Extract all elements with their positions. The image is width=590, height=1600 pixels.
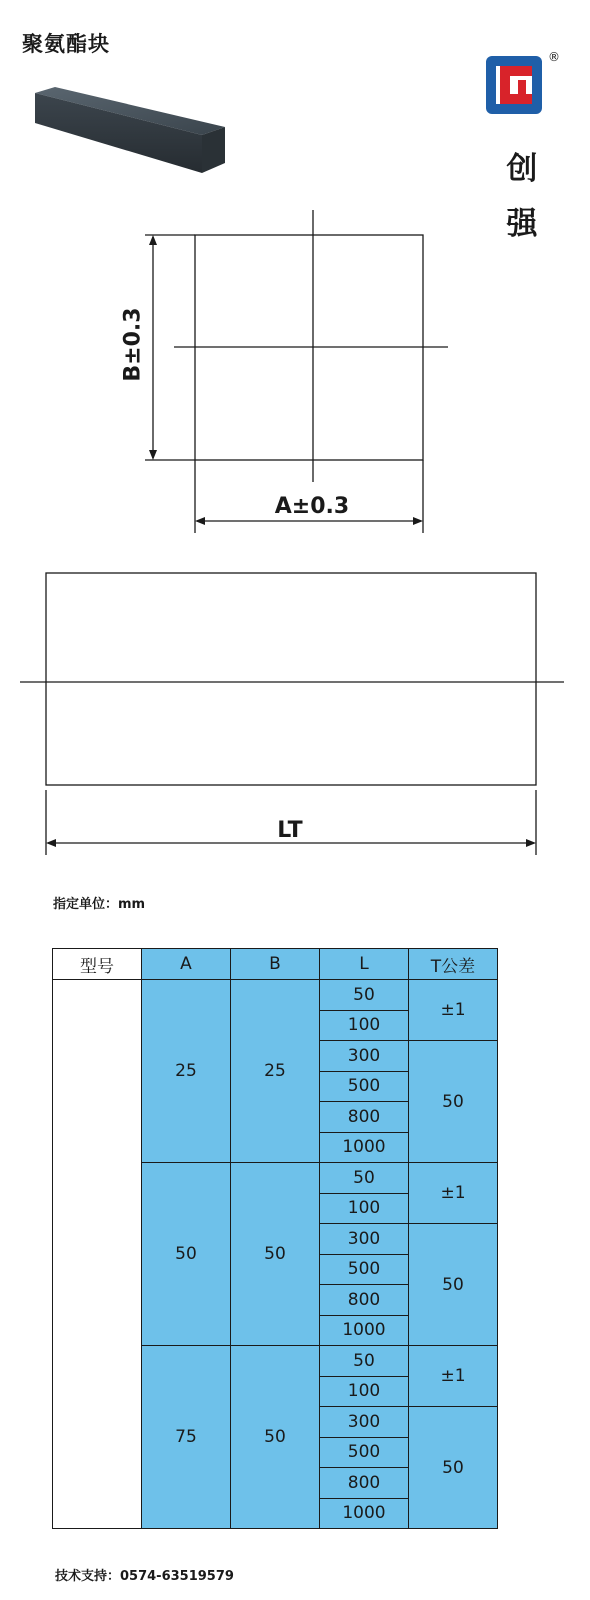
l-cell: 500: [320, 1254, 409, 1285]
l-cell: 1000: [320, 1132, 409, 1163]
l-cell: 1000: [320, 1498, 409, 1529]
brand-char-2: 强: [506, 206, 538, 242]
l-cell: 800: [320, 1285, 409, 1316]
l-cell: 100: [320, 1010, 409, 1041]
model-cell: [53, 980, 142, 1529]
l-cell: 50: [320, 980, 409, 1011]
b-cell: 50: [231, 1346, 320, 1529]
header-l: L: [320, 949, 409, 980]
unit-label: 指定单位：mm: [53, 897, 146, 912]
spec-table: [52, 948, 498, 1529]
l-cell: 300: [320, 1407, 409, 1438]
brand-char-1: 创: [506, 151, 538, 187]
a-cell: 25: [142, 980, 231, 1163]
l-cell: 500: [320, 1437, 409, 1468]
l-cell: 500: [320, 1071, 409, 1102]
header-model: 型号: [53, 949, 142, 980]
t-cell: 50: [409, 1407, 498, 1529]
t-cell: ±1: [409, 1163, 498, 1224]
t-cell: ±1: [409, 980, 498, 1041]
t-cell: 50: [409, 1041, 498, 1163]
b-cell: 50: [231, 1163, 320, 1346]
header-a: A: [142, 949, 231, 980]
l-cell: 50: [320, 1346, 409, 1377]
a-dimension-label: A±0.3: [274, 494, 350, 519]
l-cell: 800: [320, 1468, 409, 1499]
tech-support-label: 技术支持：0574-63519579: [55, 1569, 234, 1584]
l-cell: 800: [320, 1102, 409, 1133]
l-cell: 300: [320, 1224, 409, 1255]
cross-section-diagram: [0, 0, 590, 560]
a-cell: 50: [142, 1163, 231, 1346]
length-view-diagram: [0, 560, 590, 860]
registered-mark: ®: [548, 50, 560, 64]
l-cell: 100: [320, 1193, 409, 1224]
l-cell: 300: [320, 1041, 409, 1072]
page-title: 聚氨酯块: [22, 32, 110, 56]
t-cell: ±1: [409, 1346, 498, 1407]
header-t-tolerance: T公差: [409, 949, 498, 980]
l-cell: 1000: [320, 1315, 409, 1346]
a-cell: 75: [142, 1346, 231, 1529]
lt-dimension-label: LT: [277, 818, 303, 843]
table-row: [53, 980, 498, 1011]
t-cell: 50: [409, 1224, 498, 1346]
b-cell: 25: [231, 980, 320, 1163]
header-b: B: [231, 949, 320, 980]
l-cell: 100: [320, 1376, 409, 1407]
l-cell: 50: [320, 1163, 409, 1194]
table-header-row: [53, 949, 498, 980]
b-dimension-label: B±0.3: [120, 307, 146, 382]
